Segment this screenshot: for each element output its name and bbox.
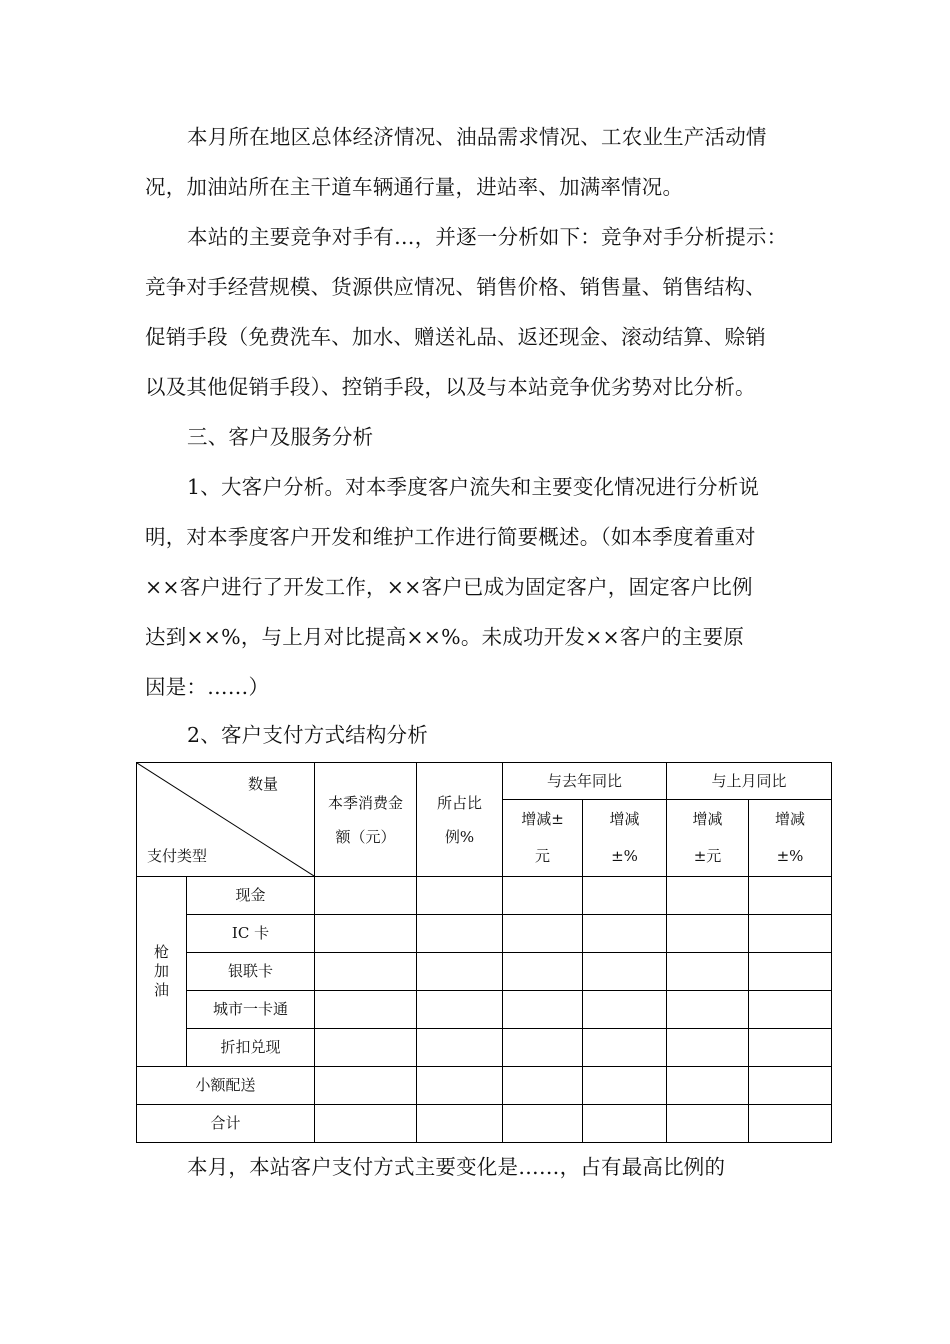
table-cell (667, 991, 749, 1029)
table-cell (417, 991, 503, 1029)
table-cell (749, 915, 832, 953)
header-vs-last-year: 与去年同比 (503, 763, 667, 800)
text-line: 促销手段（免费洗车、加水、赠送礼品、返还现金、滚动结算、赊销 (145, 325, 766, 349)
corner-quantity-label: 数量 (247, 775, 278, 793)
table-cell (417, 953, 503, 991)
header-text: 本季消费金 (327, 793, 403, 812)
row-label-city-card: 城市一卡通 (187, 991, 315, 1029)
text-line: 本月所在地区总体经济情况、油品需求情况、工农业生产活动情 (187, 125, 767, 149)
table-cell (315, 877, 417, 915)
subheader-year-pct (583, 800, 667, 877)
table-cell (583, 877, 667, 915)
row-label-discount: 折扣兑现 (187, 1029, 315, 1067)
table-cell (417, 1067, 503, 1105)
header-text: 额（元） (335, 827, 396, 846)
table-row (137, 877, 832, 915)
payment-structure-table (136, 762, 832, 1143)
table-row (137, 953, 832, 991)
row-label-ic-card: IC 卡 (187, 915, 315, 953)
group-text: 枪 (153, 943, 169, 961)
table-cell (749, 1105, 832, 1143)
header-text: 增减 (692, 810, 723, 828)
header-vs-last-month: 与上月同比 (667, 763, 832, 800)
header-text: ±元 (693, 847, 722, 865)
table-cell (503, 915, 583, 953)
row-label-total: 合计 (137, 1105, 315, 1143)
table-cell (667, 915, 749, 953)
table-cell (749, 877, 832, 915)
text-line: 2、客户支付方式结构分析 (187, 723, 428, 747)
header-text: ±% (776, 847, 804, 865)
table-row (137, 1105, 832, 1143)
header-ratio (417, 763, 503, 877)
header-text: 增减 (775, 810, 806, 828)
row-label-unionpay: 银联卡 (187, 953, 315, 991)
text-line: 竞争对手经营规模、货源供应情况、销售价格、销售量、销售结构、 (145, 275, 766, 299)
header-amount (315, 763, 417, 877)
table-cell (583, 1105, 667, 1143)
table-cell (749, 953, 832, 991)
header-text: 例% (444, 827, 475, 846)
text-line: 明，对本季度客户开发和维护工作进行简要概述。（如本季度着重对 (145, 525, 756, 549)
row-label-cash: 现金 (187, 877, 315, 915)
row-label-small-delivery: 小额配送 (137, 1067, 315, 1105)
text-line: 本站的主要竞争对手有…，并逐一分析如下：竞争对手分析提示： (187, 225, 788, 249)
table-cell (503, 991, 583, 1029)
paragraph-economy (145, 112, 852, 212)
group-gun-refuel (137, 877, 187, 1067)
table-row (137, 915, 832, 953)
table-cell (583, 953, 667, 991)
corner-payment-type-label: 支付类型 (147, 847, 208, 865)
table-cell (315, 915, 417, 953)
header-text: ±% (611, 847, 638, 865)
text-line: 以及其他促销手段）、控销手段，以及与本站竞争优劣势对比分析。 (145, 375, 756, 399)
table-row (137, 1067, 832, 1105)
group-text: 油 (153, 981, 169, 999)
table-cell (503, 953, 583, 991)
table-cell (583, 991, 667, 1029)
paragraph-major-clients (145, 462, 852, 712)
text-line: 因是：……） (145, 675, 270, 699)
table-cell (315, 1067, 417, 1105)
table-cell (667, 953, 749, 991)
table-cell (503, 1105, 583, 1143)
table-cell (417, 915, 503, 953)
header-text: 元 (534, 847, 550, 865)
table-cell (315, 1105, 417, 1143)
table-cell (667, 1105, 749, 1143)
subheader-month-yuan (667, 800, 749, 877)
table-cell (417, 877, 503, 915)
table-cell (315, 953, 417, 991)
section-heading-payment (145, 710, 852, 760)
header-text: 增减± (521, 810, 564, 828)
table-cell (749, 991, 832, 1029)
table-cell (583, 1067, 667, 1105)
subheader-year-yuan (503, 800, 583, 877)
table-cell (667, 1067, 749, 1105)
table-cell (503, 1067, 583, 1105)
text-line: ××客户进行了开发工作，××客户已成为固定客户，固定客户比例 (145, 575, 753, 599)
header-text: 所占比 (436, 793, 482, 812)
subheader-month-pct (749, 800, 832, 877)
table-cell (417, 1029, 503, 1067)
table-cell (749, 1067, 832, 1105)
text-line: 达到××%，与上月对比提高××%。未成功开发××客户的主要原 (145, 625, 745, 649)
section-heading-customer (145, 412, 852, 462)
table-row (137, 991, 832, 1029)
table-cell (503, 877, 583, 915)
table-cell (583, 1029, 667, 1067)
corner-header-cell (137, 763, 315, 877)
table-row (137, 1029, 832, 1067)
paragraph-payment-change (145, 1142, 852, 1192)
text-line: 1、大客户分析。对本季度客户流失和主要变化情况进行分析说 (187, 475, 760, 499)
table-cell (315, 991, 417, 1029)
text-line: 本月，本站客户支付方式主要变化是……，占有最高比例的 (187, 1155, 726, 1179)
table-header-row (137, 763, 832, 800)
text-line: 三、客户及服务分析 (187, 425, 374, 449)
table-cell (667, 877, 749, 915)
table-cell (749, 1029, 832, 1067)
paragraph-competitors (145, 212, 852, 412)
table-cell (503, 1029, 583, 1067)
table-cell (667, 1029, 749, 1067)
table-cell (315, 1029, 417, 1067)
table-cell (417, 1105, 503, 1143)
table-cell (583, 915, 667, 953)
text-line: 况，加油站所在主干道车辆通行量，进站率、加满率情况。 (145, 175, 684, 199)
group-text: 加 (153, 962, 169, 980)
header-text: 增减 (609, 810, 640, 828)
